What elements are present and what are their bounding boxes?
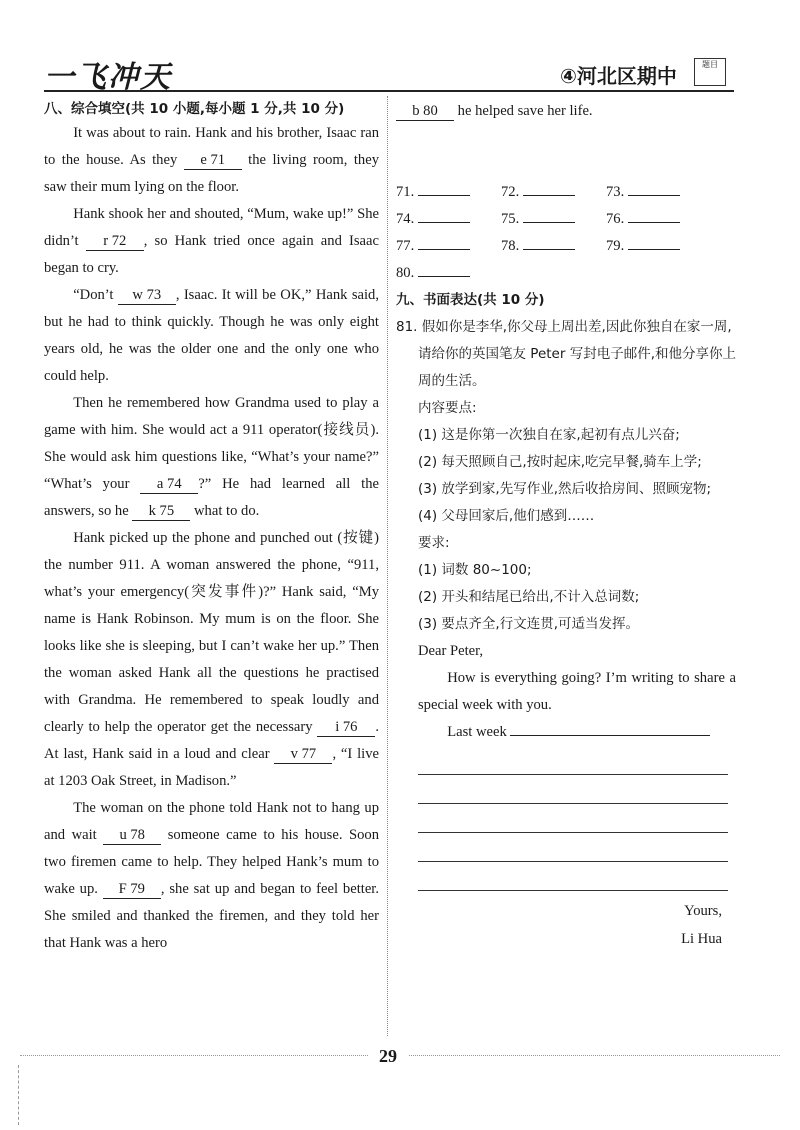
answer-line-71[interactable] xyxy=(418,195,470,196)
answer-label: 73. xyxy=(606,184,625,200)
blank-74[interactable]: a 74 xyxy=(140,475,198,494)
requirements-label: 要求: xyxy=(418,535,450,551)
answer-row xyxy=(396,179,736,206)
writing-line[interactable] xyxy=(418,746,728,775)
answer-label: 74. xyxy=(396,211,415,227)
answer-label: 77. xyxy=(396,238,415,254)
brand-title: 一飞冲天 xyxy=(44,60,172,95)
paragraph-5: Hank picked up the phone and punched out (按键) the number 911. A woman answered the phone, “911, what’s your emergency(突发事件)?” Hank said, “My name is Hank Robinson. My mum is on the floor. She looks like she is sleeping, but I can’t wake her up.” Then the woman asked Hank all the questions he practised with Grandma. He remembered to speak loudly and clearly to help the operator get the necessary i 76 . At last, Hank said in a loud and clear v 77 , “I live at 1203 Oak Street, in Madison.” xyxy=(44,530,379,789)
answer-label: 75. xyxy=(501,211,520,227)
right-column xyxy=(396,98,736,953)
answer-row xyxy=(396,233,736,260)
point-4: (4) 父母回家后,他们感到…… xyxy=(418,508,595,524)
letter-salutation: Dear Peter, xyxy=(418,643,484,659)
region-label: ④河北区期中 xyxy=(560,64,677,88)
answer-line-79[interactable] xyxy=(628,249,680,250)
answer-line-77[interactable] xyxy=(418,249,470,250)
point-3: (3) 放学到家,先写作业,然后收拾房间、照顾宠物; xyxy=(418,481,712,497)
page-header xyxy=(0,0,800,96)
binding-cut-line xyxy=(18,1065,19,1125)
blank-80[interactable]: b 80 xyxy=(396,102,454,121)
blank-75[interactable]: k 75 xyxy=(132,502,190,521)
answer-label: 76. xyxy=(606,211,625,227)
answer-label: 72. xyxy=(501,184,520,200)
answer-row xyxy=(396,260,736,287)
answer-line-80[interactable] xyxy=(418,276,470,277)
letter-start: Last week xyxy=(396,719,736,746)
writing-line[interactable] xyxy=(418,804,728,833)
paragraph-2: Hank shook her and shouted, “Mum, wake up!” She didn’t r 72 , so Hank tried once again and Isaac began to cry. xyxy=(44,206,379,276)
paragraph-4: Then he remembered how Grandma used to play a game with him. She would act a 911 operator(接线员). She would ask him questions like, “What’s your name?” “What’s your a 74 ?” He had learned all the answers, so he k 75 what to do. xyxy=(44,395,379,519)
left-column xyxy=(44,98,379,957)
point-2: (2) 每天照顾自己,按时起床,吃完早餐,骑车上学; xyxy=(418,454,702,470)
blank-77[interactable]: v 77 xyxy=(274,745,332,764)
paragraph-3: “Don’t w 73 , Isaac. It will be OK,” Hank said, but he had to think quickly. Though he was only eight years old, he was the older one and the only one who could help. xyxy=(44,287,379,384)
blank-73[interactable]: w 73 xyxy=(118,286,176,305)
answer-line-78[interactable] xyxy=(523,249,575,250)
answer-line-74[interactable] xyxy=(418,222,470,223)
section9-title: 九、书面表达(共 10 分) xyxy=(396,292,545,308)
column-divider xyxy=(387,96,388,1036)
blank-79[interactable]: F 79 xyxy=(103,880,161,899)
requirement-3: (3) 要点齐全,行文连贯,可适当发挥。 xyxy=(418,616,639,632)
blank-71[interactable]: e 71 xyxy=(184,151,242,170)
answer-line-72[interactable] xyxy=(523,195,575,196)
writing-line[interactable] xyxy=(418,862,728,891)
letter-signature: Li Hua xyxy=(681,931,722,947)
section8-title: 八、综合填空(共 10 小题,每小题 1 分,共 10 分) xyxy=(44,101,345,117)
answer-label: 79. xyxy=(606,238,625,254)
requirement-2: (2) 开头和结尾已给出,不计入总词数; xyxy=(418,589,640,605)
letter-opening: How is everything going? I’m writing to share a special week with you. xyxy=(418,670,736,713)
writing-line[interactable] xyxy=(418,775,728,804)
point-1: (1) 这是你第一次独自在家,起初有点儿兴奋; xyxy=(418,427,680,443)
points-label: 内容要点: xyxy=(418,400,477,416)
stamp-box: 题目 xyxy=(694,58,726,86)
blank-76[interactable]: i 76 xyxy=(317,718,375,737)
answer-label: 80. xyxy=(396,265,415,281)
paragraph-6: The woman on the phone told Hank not to hang up and wait u 78 someone came to his house. Soon two firemen came to help. They helped Hank’s mum to wake up. F 79 , she sat up and began to feel better. She smiled and thanked the firemen, and they told her that Hank was a hero xyxy=(44,800,379,951)
header-rule xyxy=(44,90,734,92)
answer-line-75[interactable] xyxy=(523,222,575,223)
writing-line[interactable] xyxy=(418,833,728,862)
blank-72[interactable]: r 72 xyxy=(86,232,144,251)
answer-grid xyxy=(396,179,736,287)
paragraph-1: It was about to rain. Hank and his brother, Isaac ran to the house. As they e 71 the living room, they saw their mum lying on the floor. xyxy=(44,125,379,195)
requirement-1: (1) 词数 80~100; xyxy=(418,562,532,578)
letter-closing: Yours, xyxy=(684,903,722,919)
answer-line-76[interactable] xyxy=(628,222,680,223)
paragraph-6-cont: b 80 he helped save her life. xyxy=(396,98,736,179)
answer-row xyxy=(396,206,736,233)
answer-label: 71. xyxy=(396,184,415,200)
page-number: 29 xyxy=(368,1046,408,1067)
blank-78[interactable]: u 78 xyxy=(103,826,161,845)
answer-line-73[interactable] xyxy=(628,195,680,196)
question-81: 81. 假如你是李华,你父母上周出差,因此你独自在家一周,请给你的英国笔友 Peter 写封电子邮件,和他分享你上周的生活。 xyxy=(396,319,736,389)
writing-line-start[interactable] xyxy=(510,735,710,736)
answer-label: 78. xyxy=(501,238,520,254)
